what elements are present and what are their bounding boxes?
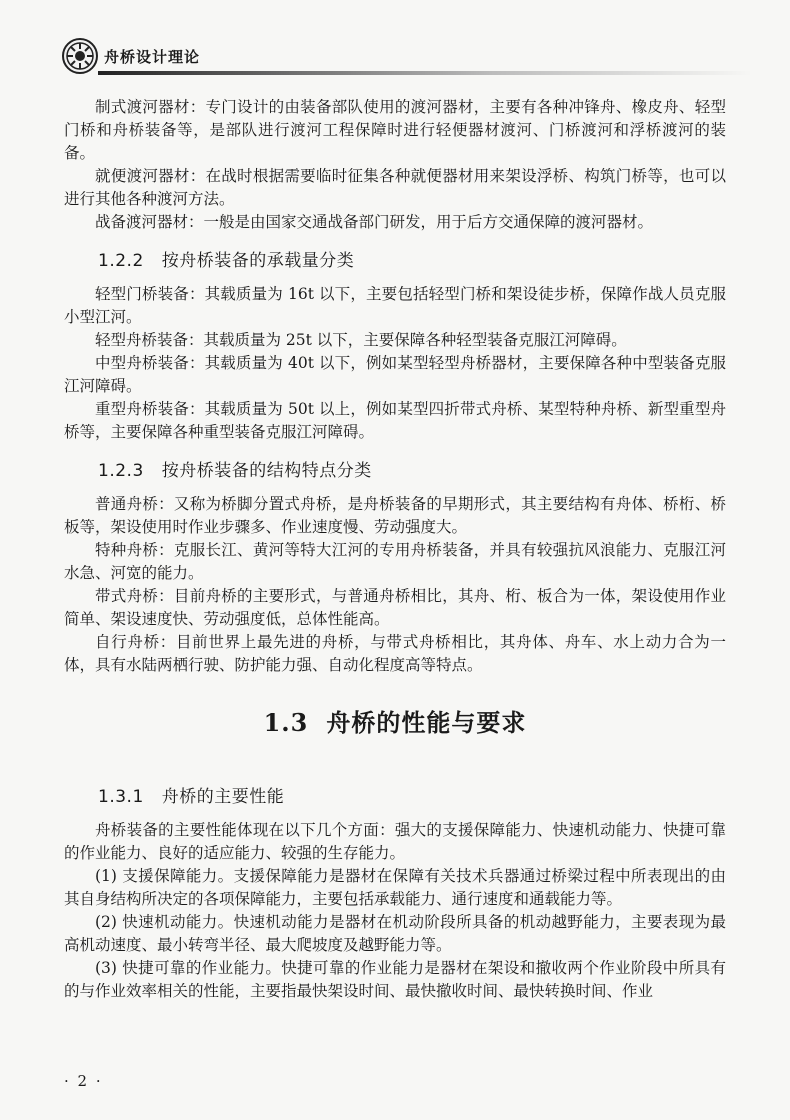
paragraph: 就便渡河器材：在战时根据需要临时征集各种就便器材用来架设浮桥、构筑门桥等，也可以进行其他各种渡河方法。 <box>64 167 726 208</box>
book-title: 舟桥设计理论 <box>104 48 201 66</box>
paragraph: 特种舟桥：克服长江、黄河等特大江河的专用舟桥装备，并具有较强抗风浪能力、克服江河水急、河宽的能力。 <box>64 541 726 582</box>
paragraph: 中型舟桥装备：其载质量为 40t 以下，例如某型轻型舟桥器材，主要保障各种中型装备克服江河障碍。 <box>64 354 726 395</box>
emblem-glyph <box>64 40 96 72</box>
page-number: · 2 · <box>64 1072 103 1090</box>
paragraph: 舟桥装备的主要性能体现在以下几个方面：强大的支援保障能力、快速机动能力、快捷可靠的作业能力、良好的适应能力、较强的生存能力。 <box>64 821 726 862</box>
chapter-section-heading <box>64 703 726 738</box>
paragraph: 普通舟桥：又称为桥脚分置式舟桥，是舟桥装备的早期形式，其主要结构有舟体、桥桁、桥板等，架设使用时作业步骤多、作业速度慢、劳动强度大。 <box>64 495 726 536</box>
section-heading <box>64 246 726 271</box>
paragraph: 轻型门桥装备：其载质量为 16t 以下，主要包括轻型门桥和架设徒步桥，保障作战人员克服小型江河。 <box>64 285 726 326</box>
paragraph: 重型舟桥装备：其载质量为 50t 以上，例如某型四折带式舟桥、某型特种舟桥、新型重型舟桥等，主要保障各种重型装备克服江河障碍。 <box>64 400 726 441</box>
paragraph: 带式舟桥：目前舟桥的主要形式，与普通舟桥相比，其舟、桁、板合为一体，架设使用作业简单、架设速度快、劳动强度低，总体性能高。 <box>64 587 726 628</box>
section-number: 1.3.1 <box>98 787 144 807</box>
section-title: 按舟桥装备的结构特点分类 <box>161 461 372 481</box>
paragraph: (2) 快速机动能力。快速机动能力是器材在机动阶段所具备的机动越野能力，主要表现为最高机动速度、最小转弯半径、最大爬坡度及越野能力等。 <box>64 913 726 954</box>
header-rule <box>98 71 752 75</box>
section-title: 舟桥的主要性能 <box>161 787 285 807</box>
running-header <box>62 38 752 78</box>
paragraph: 战备渡河器材：一般是由国家交通战备部门研发，用于后方交通保障的渡河器材。 <box>95 213 654 231</box>
paragraph: 制式渡河器材：专门设计的由装备部队使用的渡河器材，主要有各种冲锋舟、橡皮舟、轻型门桥和舟桥装备等，是部队进行渡河工程保障时进行轻便器材渡河、门桥渡河和浮桥渡河的装备。 <box>64 98 726 162</box>
page-body <box>64 96 726 1003</box>
section-title: 按舟桥装备的承载量分类 <box>161 251 355 271</box>
paragraph: 自行舟桥：目前世界上最先进的舟桥，与带式舟桥相比，其舟体、舟车、水上动力合为一体，具有水陆两栖行驶、防护能力强、自动化程度高等特点。 <box>64 633 726 674</box>
chapter-section-number: 1.3 <box>263 708 309 737</box>
section-heading <box>64 782 726 807</box>
paragraph: 轻型舟桥装备：其载质量为 25t 以下，主要保障各种轻型装备克服江河障碍。 <box>95 331 627 349</box>
book-emblem-icon <box>62 38 98 74</box>
paragraph: (3) 快捷可靠的作业能力。快捷可靠的作业能力是器材在架设和撤收两个作业阶段中所具有的与作业效率相关的性能，主要指最快架设时间、最快撤收时间、最快转换时间、作业 <box>64 959 726 1000</box>
paragraph: (1) 支援保障能力。支援保障能力是器材在保障有关技术兵器通过桥梁过程中所表现出的由其自身结构所决定的各项保障能力，主要包括承载能力、通行速度和通载能力等。 <box>64 867 726 908</box>
section-number: 1.2.2 <box>98 251 144 271</box>
section-number: 1.2.3 <box>98 461 144 481</box>
chapter-section-title: 舟桥的性能与要求 <box>326 708 527 737</box>
section-heading <box>64 456 726 481</box>
